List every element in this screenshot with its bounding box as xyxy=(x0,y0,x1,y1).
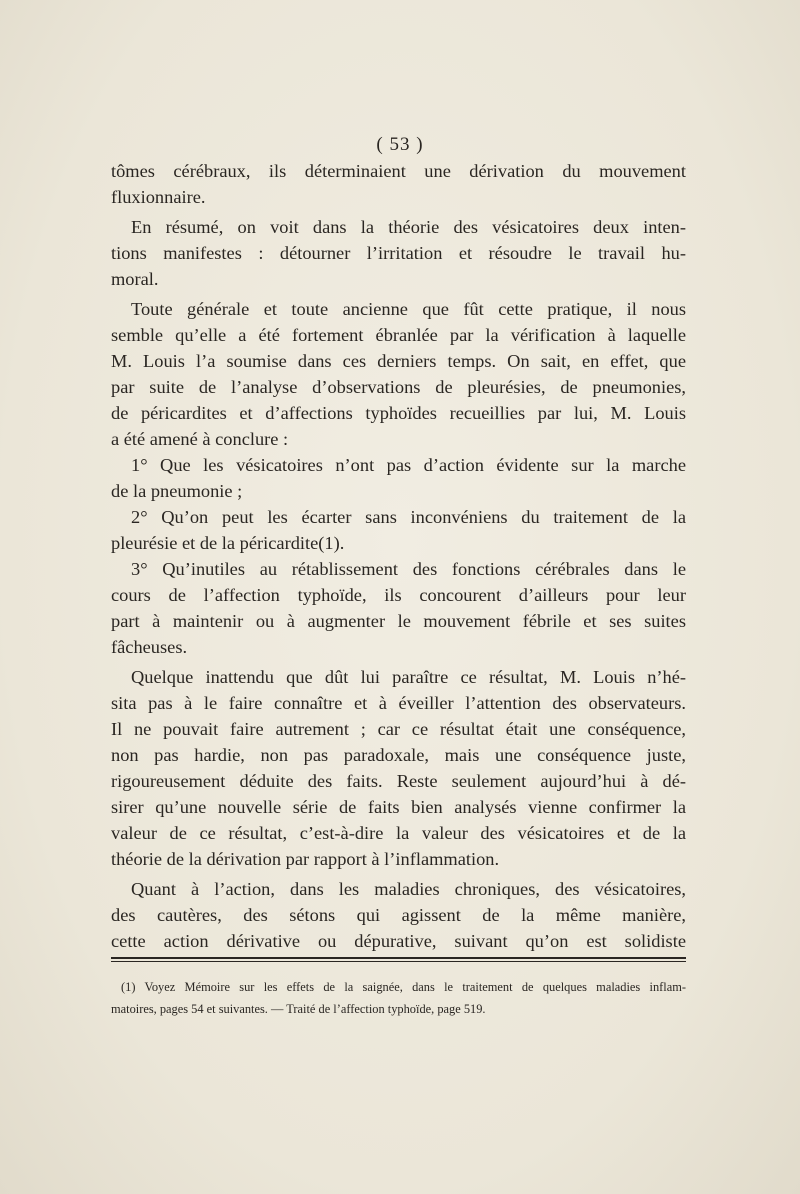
text-line: rigoureusement déduite des faits. Reste seulement aujourd’hui à dé- xyxy=(111,771,686,791)
text-line: sirer qu’une nouvelle série de faits bien analysés vienne confirmer la xyxy=(111,797,686,817)
text-line: a été amené à conclure : xyxy=(111,429,289,449)
text-line: M. Louis l’a soumise dans ces derniers temps. On sait, en effet, que xyxy=(111,351,686,371)
text-line: moral. xyxy=(111,269,159,289)
text-line: tions manifestes : détourner l’irritation et résoudre le travail hu- xyxy=(111,243,686,263)
text-line: semble qu’elle a été fortement ébranlée par la vérification à laquelle xyxy=(111,325,686,345)
text-line: par suite de l’analyse d’observations de pleurésies, de pneumonies, xyxy=(111,377,686,397)
footnote-line: (1) Voyez Mémoire sur les effets de la saignée, dans le traitement de quelques maladies inflam- xyxy=(121,980,686,994)
text-line: cours de l’affection typhoïde, ils concourent d’ailleurs pour leur xyxy=(111,585,686,605)
text-line: Quant à l’action, dans les maladies chroniques, des vésicatoires, xyxy=(131,879,686,899)
page-number: ( 53 ) xyxy=(376,134,424,155)
text-line: de la pneumonie ; xyxy=(111,481,243,501)
footnote-rule xyxy=(111,957,686,959)
text-line: valeur de ce résultat, c’est-à-dire la valeur des vésicatoires et de la xyxy=(111,823,686,843)
text-line: fluxionnaire. xyxy=(111,187,206,207)
text-line: fâcheuses. xyxy=(111,637,188,657)
text-line: Il ne pouvait faire autrement ; car ce résultat était une conséquence, xyxy=(111,719,686,739)
text-line: de péricardites et d’affections typhoïdes recueillies par lui, M. Louis xyxy=(111,403,686,423)
text-line: Toute générale et toute ancienne que fût cette pratique, il nous xyxy=(131,299,686,319)
text-line: part à maintenir ou à augmenter le mouvement fébrile et ses suites xyxy=(111,611,686,631)
text-line: En résumé, on voit dans la théorie des vésicatoires deux inten- xyxy=(131,217,686,237)
text-line: Quelque inattendu que dût lui paraître ce résultat, M. Louis n’hé- xyxy=(131,667,686,687)
text-line: 1° Que les vésicatoires n’ont pas d’action évidente sur la marche xyxy=(131,455,686,475)
text-line: tômes cérébraux, ils déterminaient une dérivation du mouvement xyxy=(111,161,686,181)
body-text xyxy=(111,158,686,954)
text-line: pleurésie et de la péricardite(1). xyxy=(111,533,345,553)
footnote-rule-thin xyxy=(111,961,686,962)
text-line: 2° Qu’on peut les écarter sans inconvéniens du traitement de la xyxy=(131,507,686,527)
text-line: des cautères, des sétons qui agissent de la même manière, xyxy=(111,905,686,925)
footnote-line: matoires, pages 54 et suivantes. — Traité de l’affection typhoïde, page 519. xyxy=(111,1002,486,1016)
text-line: théorie de la dérivation par rapport à l’inflammation. xyxy=(111,849,500,869)
text-line: 3° Qu’inutiles au rétablissement des fonctions cérébrales dans le xyxy=(131,559,686,579)
text-line: non pas hardie, non pas paradoxale, mais une conséquence juste, xyxy=(111,745,686,765)
footnote xyxy=(111,976,686,1020)
text-line: cette action dérivative ou dépurative, suivant qu’on est solidiste xyxy=(111,931,686,951)
text-line: sita pas à le faire connaître et à éveiller l’attention des observateurs. xyxy=(111,693,686,713)
